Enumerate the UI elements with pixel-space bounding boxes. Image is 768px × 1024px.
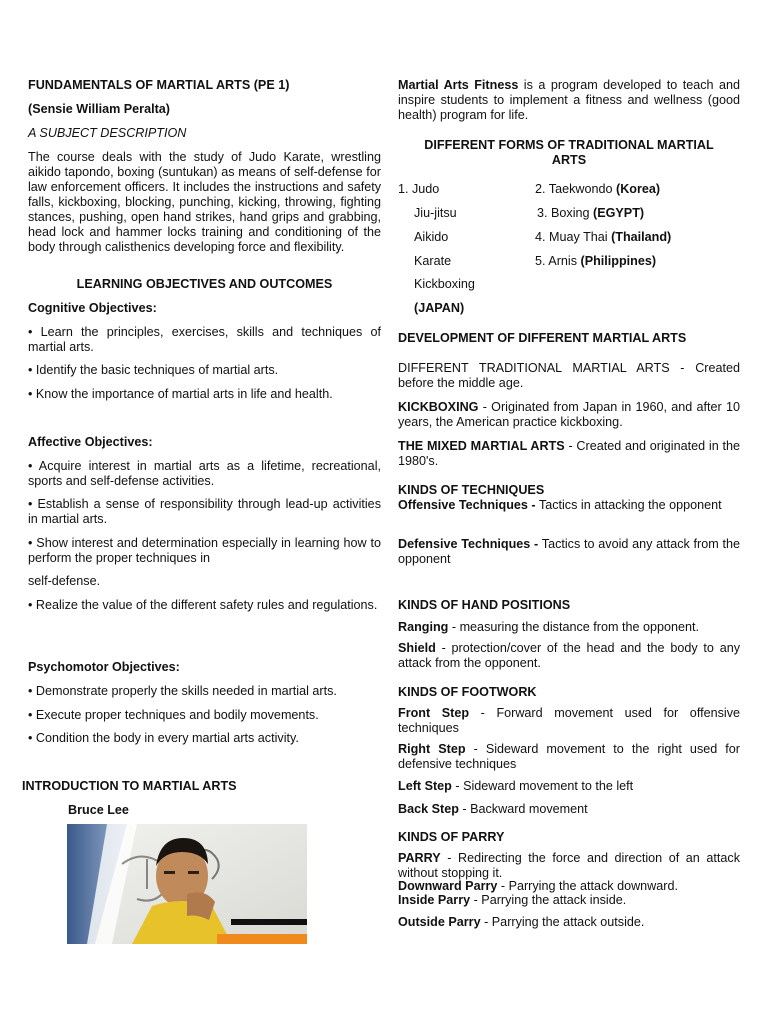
affective-item: • Acquire interest in martial arts as a lifetime, recreational, sports and self-defense activities. [28,459,381,488]
japan-form: Kickboxing [414,277,475,291]
footwork-item [398,706,740,736]
development-term: THE MIXED MARTIAL ARTS [398,439,565,453]
form-item-thailand [535,230,671,245]
footwork-item [398,802,740,817]
footwork-item [398,742,740,772]
cognitive-item: • Learn the principles, exercises, skills and techniques of martial arts. [28,325,381,354]
parry-text: - Redirecting the force and direction of an attack without stopping it. [398,851,740,880]
affective-item: • Realize the value of the different safety rules and regulations. [28,598,378,612]
instructor-name: (Sensie William Peralta) [28,102,170,116]
fitness-text: is a program developed to teach and inspire students to implement a fitness and wellness (good health) program for life. [398,78,741,122]
affective-item: • Show interest and determination especially in learning how to perform the proper techniques in [28,536,381,565]
footwork-term: Left Step [398,779,452,793]
form-name: 2. Taekwondo [535,182,616,196]
form-item-egypt [537,206,644,221]
form-country: (Philippines) [580,254,657,268]
learning-objectives-heading: LEARNING OBJECTIVES AND OUTCOMES [76,277,333,291]
development-text: - Created and originated in the 1980's. [398,439,740,468]
footwork-term: Right Step [398,742,466,756]
techniques-heading: KINDS OF TECHNIQUES [398,483,545,497]
psychomotor-item: • Condition the body in every martial arts activity. [28,731,299,745]
footwork-term: Back Step [398,802,459,816]
form-name: 5. Arnis [535,254,581,268]
parry-heading: KINDS OF PARRY [398,830,505,844]
hand-positions-heading: KINDS OF HAND POSITIONS [398,598,571,612]
parry-term: Outside Parry [398,915,481,929]
cognitive-item: • Know the importance of martial arts in life and health. [28,387,333,401]
japan-form: Aikido [414,230,449,244]
development-term: KICKBOXING [398,400,479,414]
course-description: The course deals with the study of Judo Karate, wrestling aikido tapondo, boxing (suntukan) as means of self-defense for law enforcement officers. It includes the instructions and safety falls, kickboxing, blocking, punching, kicking, throwing, fighting stances, pushing, open hand strikes, hand grips and grabbing, head lock and hammer locks training and conditioning of the body through calisthenics developing force and flexibility. [28,150,381,254]
document-title: FUNDAMENTALS OF MARTIAL ARTS (PE 1) [28,78,290,92]
hand-text: - measuring the distance from the opponent. [448,620,699,634]
parry-text: - Parrying the attack inside. [470,893,627,907]
development-text: - Originated from Japan in 1960, and after 10 years, the American practice kickboxing. [398,400,740,429]
form-item-korea [535,182,660,197]
technique-term: Offensive Techniques - [398,498,536,512]
footwork-text: - Sideward movement to the right used for defensive techniques [398,742,740,771]
development-item [398,400,740,430]
fitness-paragraph [398,78,740,123]
photo-caption: Bruce Lee [68,803,129,817]
cognitive-item: • Identify the basic techniques of martial arts. [28,363,279,377]
technique-item [398,537,740,567]
psychomotor-heading: Psychomotor Objectives: [28,660,180,674]
technique-item [398,498,740,513]
hand-term: Ranging [398,620,449,634]
footwork-text: - Sideward movement to the left [451,779,634,793]
psychomotor-item: • Execute proper techniques and bodily movements. [28,708,319,722]
japan-label: (JAPAN) [414,301,465,315]
form-item-philippines [535,254,656,269]
development-term: DIFFERENT TRADITIONAL MARTIAL ARTS [398,361,670,375]
japan-form: Jiu-jitsu [414,206,457,220]
footwork-text: - Forward movement used for offensive techniques [398,706,740,735]
parry-item [398,915,740,930]
hand-text: - protection/cover of the head and the body to any attack from the opponent. [398,641,740,670]
form-country: (Thailand) [611,230,672,244]
subject-description-heading: A SUBJECT DESCRIPTION [28,126,187,140]
japan-form: 1. Judo [398,182,440,196]
form-country: (EGYPT) [593,206,645,220]
technique-term: Defensive Techniques - [398,537,539,551]
parry-text: - Parrying the attack downward. [497,879,678,893]
affective-item: self-defense. [28,574,101,588]
development-item [398,361,740,391]
technique-text: Tactics in attacking the opponent [535,498,722,512]
affective-item: • Establish a sense of responsibility through lead-up activities in martial arts. [28,497,381,526]
parry-item [398,851,740,881]
bruce-lee-photo [67,824,307,944]
form-name: 3. Boxing [537,206,594,220]
technique-text: Tactics to avoid any attack from the opponent [398,537,740,566]
psychomotor-item: • Demonstrate properly the skills needed in martial arts. [28,684,337,698]
parry-term: PARRY [398,851,441,865]
development-text: - Created before the middle age. [398,361,740,390]
footwork-text: - Backward movement [458,802,588,816]
form-country: (Korea) [616,182,661,196]
parry-item [398,879,740,894]
introduction-heading: INTRODUCTION TO MARTIAL ARTS [22,779,237,793]
form-name: 4. Muay Thai [535,230,612,244]
parry-item [398,893,740,908]
hand-item [398,641,740,671]
parry-term: Downward Parry [398,879,498,893]
footwork-heading: KINDS OF FOOTWORK [398,685,537,699]
japan-form: Karate [414,254,452,268]
parry-text: - Parrying the attack outside. [480,915,645,929]
cognitive-heading: Cognitive Objectives: [28,301,157,315]
forms-heading: DIFFERENT FORMS OF TRADITIONAL MARTIAL ARTS [424,138,714,167]
parry-term: Inside Parry [398,893,471,907]
fitness-term: Martial Arts Fitness [398,78,519,92]
development-heading: DEVELOPMENT OF DIFFERENT MARTIAL ARTS [398,331,687,345]
footwork-item [398,779,740,794]
development-item [398,439,740,469]
hand-item [398,620,740,635]
footwork-term: Front Step [398,706,470,720]
affective-heading: Affective Objectives: [28,435,153,449]
hand-term: Shield [398,641,436,655]
